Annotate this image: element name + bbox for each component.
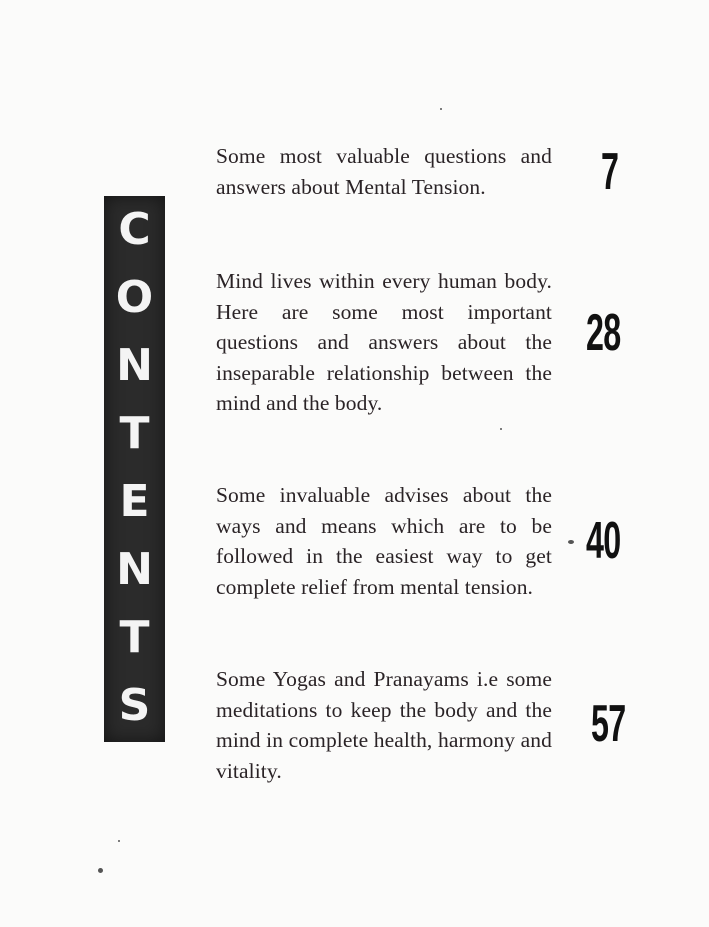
scan-speck: [118, 840, 120, 842]
toc-entry-2-description: Mind lives within every human body. Here are some most important questions and answers about the inseparable relationship between the mind and the body.: [216, 269, 552, 416]
toc-entry-4-page-number[interactable]: 57: [591, 695, 626, 753]
contents-heading-letter: T: [119, 612, 150, 663]
scan-speck: [500, 428, 502, 430]
toc-entry-1-page-number[interactable]: 7: [601, 143, 619, 201]
contents-heading-letter: N: [116, 544, 153, 595]
contents-heading-letter: T: [119, 408, 150, 459]
scan-speck: [98, 868, 103, 873]
toc-entry-2-page-number[interactable]: 28: [586, 304, 621, 362]
contents-heading-bar: [104, 196, 165, 742]
toc-entry-3-description: Some invaluable advises about the ways and means which are to be followed in the easiest way to get complete relief from mental tension.: [216, 483, 552, 599]
toc-entry-4-description: Some Yogas and Pranayams i.e some meditations to keep the body and the mind in complete health, harmony and vitality.: [216, 667, 552, 783]
scan-speck: [568, 540, 574, 544]
scan-speck: [440, 108, 442, 110]
contents-heading-letter: O: [115, 272, 154, 323]
contents-heading-letter: C: [118, 204, 151, 255]
contents-heading-letter: E: [119, 476, 150, 527]
contents-heading-letter: N: [116, 340, 153, 391]
toc-entry-3-page-number[interactable]: 40: [586, 512, 621, 570]
contents-heading-letter: S: [118, 680, 151, 731]
toc-entry-1-description: Some most valuable questions and answers about Mental Tension.: [216, 144, 552, 199]
